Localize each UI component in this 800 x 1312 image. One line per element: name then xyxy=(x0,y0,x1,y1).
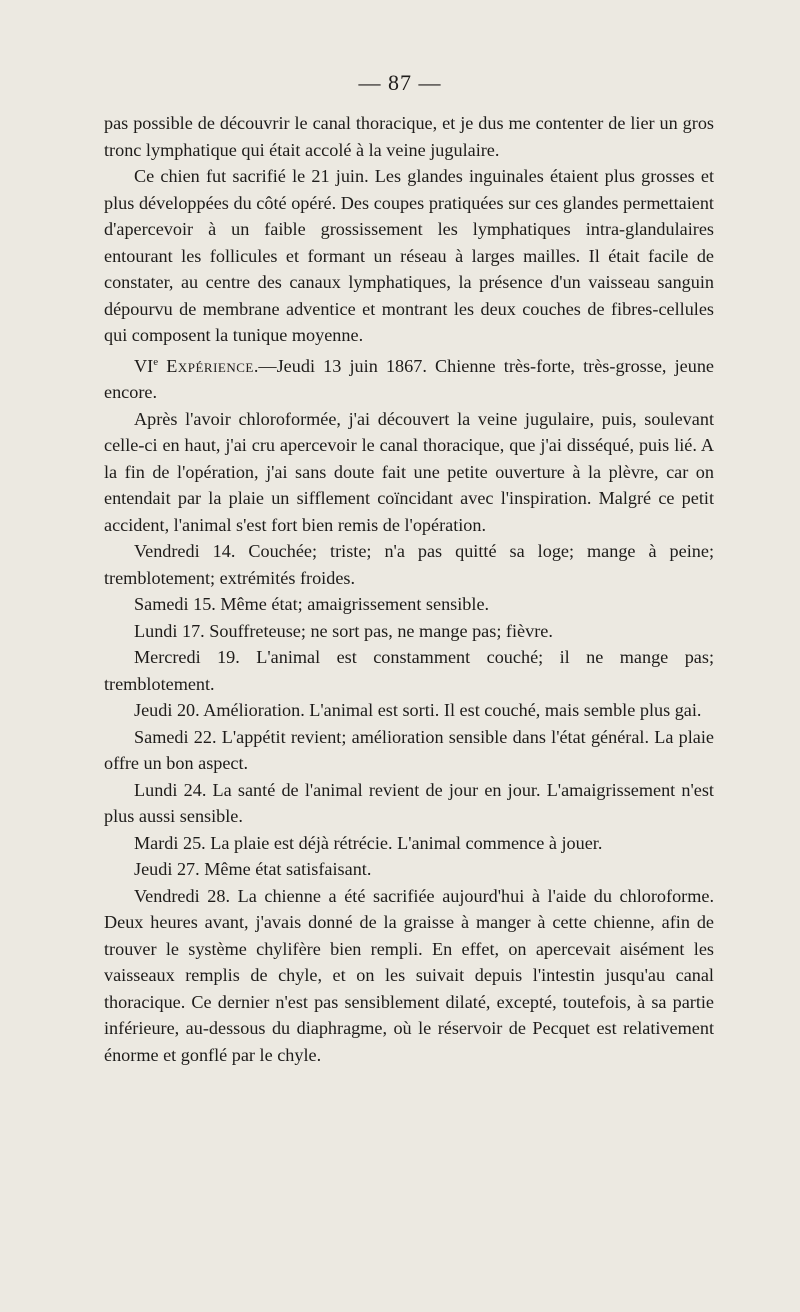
log-entry-mardi-25: Mardi 25. La plaie est déjà rétrécie. L'animal commence à jouer. xyxy=(134,832,603,853)
log-entry-vendredi-14: Vendredi 14. Couchée; triste; n'a pas quitté sa loge; mange à peine; tremblotement; extrémités froides. xyxy=(104,541,714,588)
log-entry-mercredi-19: Mercredi 19. L'animal est constamment couché; il ne mange pas; tremblotement. xyxy=(104,647,714,694)
page-number: — 87 — xyxy=(358,70,442,95)
log-entry-samedi-22: Samedi 22. L'appétit revient; amélioration sensible dans l'état général. La plaie offre un bon aspect. xyxy=(104,726,714,774)
log-entry-jeudi-20: Jeudi 20. Amélioration. L'animal est sorti. Il est couché, mais semble plus gai. xyxy=(134,700,702,721)
log-entry-samedi-15: Samedi 15. Même état; amaigrissement sensible. xyxy=(134,594,490,615)
experiment-label: Expérience xyxy=(166,355,254,376)
paragraph-continuation: pas possible de découvrir le canal thoracique, et je dus me contenter de lier un gros tronc lymphatique qui était accolé à la veine jugulaire. xyxy=(104,113,714,160)
log-entry-jeudi-27: Jeudi 27. Même état satisfaisant. xyxy=(134,859,372,880)
experiment-number: VI xyxy=(134,355,154,376)
experiment-number-suffix: e xyxy=(153,355,159,368)
body-text xyxy=(104,110,714,1068)
paragraph-operation: Après l'avoir chloroformée, j'ai découvert la veine jugulaire, puis, soulevant celle-ci en haut, j'ai cru apercevoir le canal thoracique, que j'ai disséqué, puis lié. A la fin de l'opération, j'ai sans doute fait une petite ouverture à la plèvre, car on entendait par la plaie un sifflement coïncidant avec l'inspiration. Malgré ce petit accident, l'animal s'est fort bien remis de l'opération. xyxy=(104,408,714,535)
log-entry-lundi-24: Lundi 24. La santé de l'animal revient de jour en jour. L'amaigrissement n'est plus aussi sensible. xyxy=(104,779,714,827)
paragraph-dog-sacrificed: Ce chien fut sacrifié le 21 juin. Les glandes inguinales étaient plus grosses et plus développées du côté opéré. Des coupes pratiquées sur ces glandes permettaient d'apercevoir à un faible grossissement les lymphatiques intra-glandulaires entourant les follicules et formant un réseau à larges mailles. Il était facile de constater, au centre des canaux lymphatiques, la présence d'un vaisseau sanguin dépourvu de membrane adventice et montrant les deux couches de fibres-cellules qui composent la tunique moyenne. xyxy=(104,166,714,345)
experiment-dash: .— xyxy=(253,355,277,376)
log-entry-lundi-17: Lundi 17. Souffreteuse; ne sort pas, ne mange pas; fièvre. xyxy=(134,620,553,641)
paragraph-experiment-heading xyxy=(104,349,714,406)
log-entry-vendredi-28: Vendredi 28. La chienne a été sacrifiée aujourd'hui à l'aide du chloroforme. Deux heures avant, j'avais donné de la graisse à manger à cette chienne, afin de trouver le système chylifère bien rempli. En effet, on apercevait aisément les vaisseaux remplis de chyle, et on les suivait depuis l'intestin jusqu'au canal thoracique. Ce dernier n'est pas sensiblement dilaté, excepté, toutefois, à sa partie inférieure, au-dessous du diaphragme, où le réservoir de Pecquet est relativement énorme et gonflé par le chyle. xyxy=(104,885,714,1065)
experiment-description: Jeudi 13 juin 1867. Chienne très-forte, très-grosse, jeune encore. xyxy=(104,355,714,403)
